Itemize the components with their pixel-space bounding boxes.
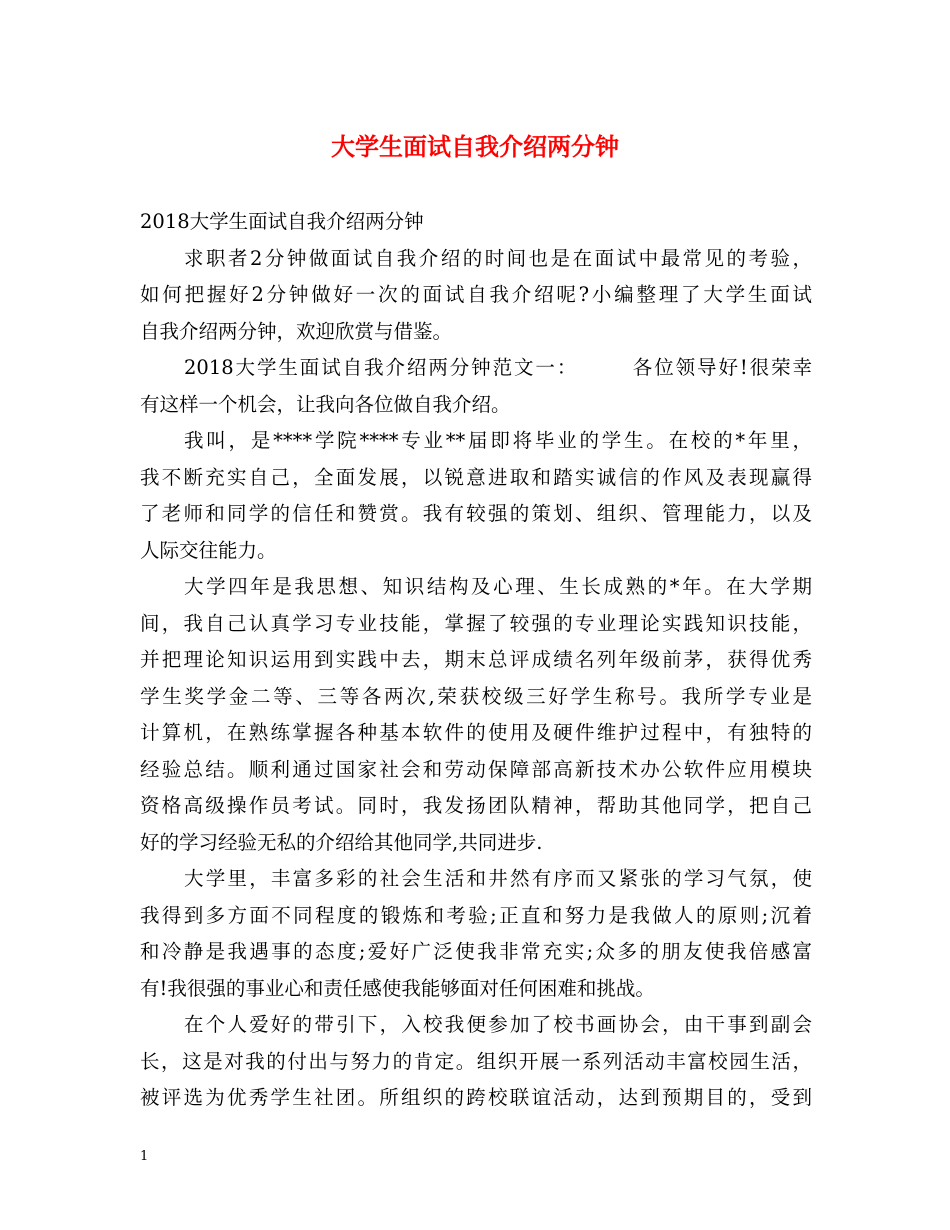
paragraph-line: 学生奖学金二等、三等各两次,荣获校级三好学生称号。我所学专业是 <box>140 684 812 708</box>
paragraph-line: 经验总结。顺利通过国家社会和劳动保障部高新技术办公软件应用模块 <box>140 757 812 781</box>
paragraph-line: 大学四年是我思想、知识结构及心理、生长成熟的*年。在大学期 <box>184 575 812 598</box>
paragraph-line: 了老师和同学的信任和赞赏。我有较强的策划、组织、管理能力，以及 <box>140 502 812 525</box>
paragraph-line: 并把理论知识运用到实践中去，期末总评成绩名列年级前茅，获得优秀 <box>140 648 812 671</box>
paragraph-line: 我叫，是****学院****专业**届即将毕业的学生。在校的*年里， <box>184 429 812 452</box>
paragraph-line: 长，这是对我的付出与努力的肯定。组织开展一系列活动丰富校园生活， <box>140 1049 812 1073</box>
paragraph-line: 有这样一个机会，让我向各位做自我介绍。 <box>140 392 511 416</box>
paragraph-line: 被评选为优秀学生社团。所组织的跨校联谊活动，达到预期目的，受到 <box>140 1086 812 1109</box>
paragraph-line: 自我介绍两分钟，欢迎欣赏与借鉴。 <box>140 319 453 343</box>
paragraph-line: 资格高级操作员考试。同时，我发扬团队精神，帮助其他同学，把自己 <box>140 794 812 817</box>
paragraph-line: 在个人爱好的带引下，入校我便参加了校书画协会，由干事到副会 <box>184 1013 812 1036</box>
document-title: 大学生面试自我介绍两分钟 <box>331 132 619 161</box>
subtitle-line: 2018大学生面试自我介绍两分钟 <box>140 210 424 233</box>
paragraph-line: 间，我自己认真学习专业技能，掌握了较强的专业理论实践知识技能， <box>140 611 812 635</box>
page-number: 1 <box>140 1149 149 1164</box>
paragraph-line: 计算机，在熟练掌握各种基本软件的使用及硬件维护过程中，有独特的 <box>140 721 812 744</box>
paragraph-line: 求职者2分钟做面试自我介绍的时间也是在面试中最常见的考验， <box>184 246 812 270</box>
paragraph-line: 2018大学生面试自我介绍两分钟范文一： 各位领导好!很荣幸 <box>184 356 812 379</box>
document-body <box>140 204 812 1117</box>
paragraph-line: 有!我很强的事业心和责任感使我能够面对任何困难和挑战。 <box>140 976 655 1000</box>
paragraph-line: 如何把握好2分钟做好一次的面试自我介绍呢?小编整理了大学生面试 <box>140 283 812 306</box>
paragraph-line: 和冷静是我遇事的态度;爱好广泛使我非常充实;众多的朋友使我倍感富 <box>140 940 812 963</box>
paragraph-line: 大学里，丰富多彩的社会生活和井然有序而又紧张的学习气氛，使 <box>184 867 812 890</box>
paragraph-line: 好的学习经验无私的介绍给其他同学,共同进步. <box>140 830 543 854</box>
paragraph-line: 我不断充实自己，全面发展，以锐意进取和踏实诚信的作风及表现赢得 <box>140 465 812 489</box>
paragraph-line: 我得到多方面不同程度的锻炼和考验;正直和努力是我做人的原则;沉着 <box>140 903 812 927</box>
paragraph-line: 人际交往能力。 <box>140 538 277 562</box>
